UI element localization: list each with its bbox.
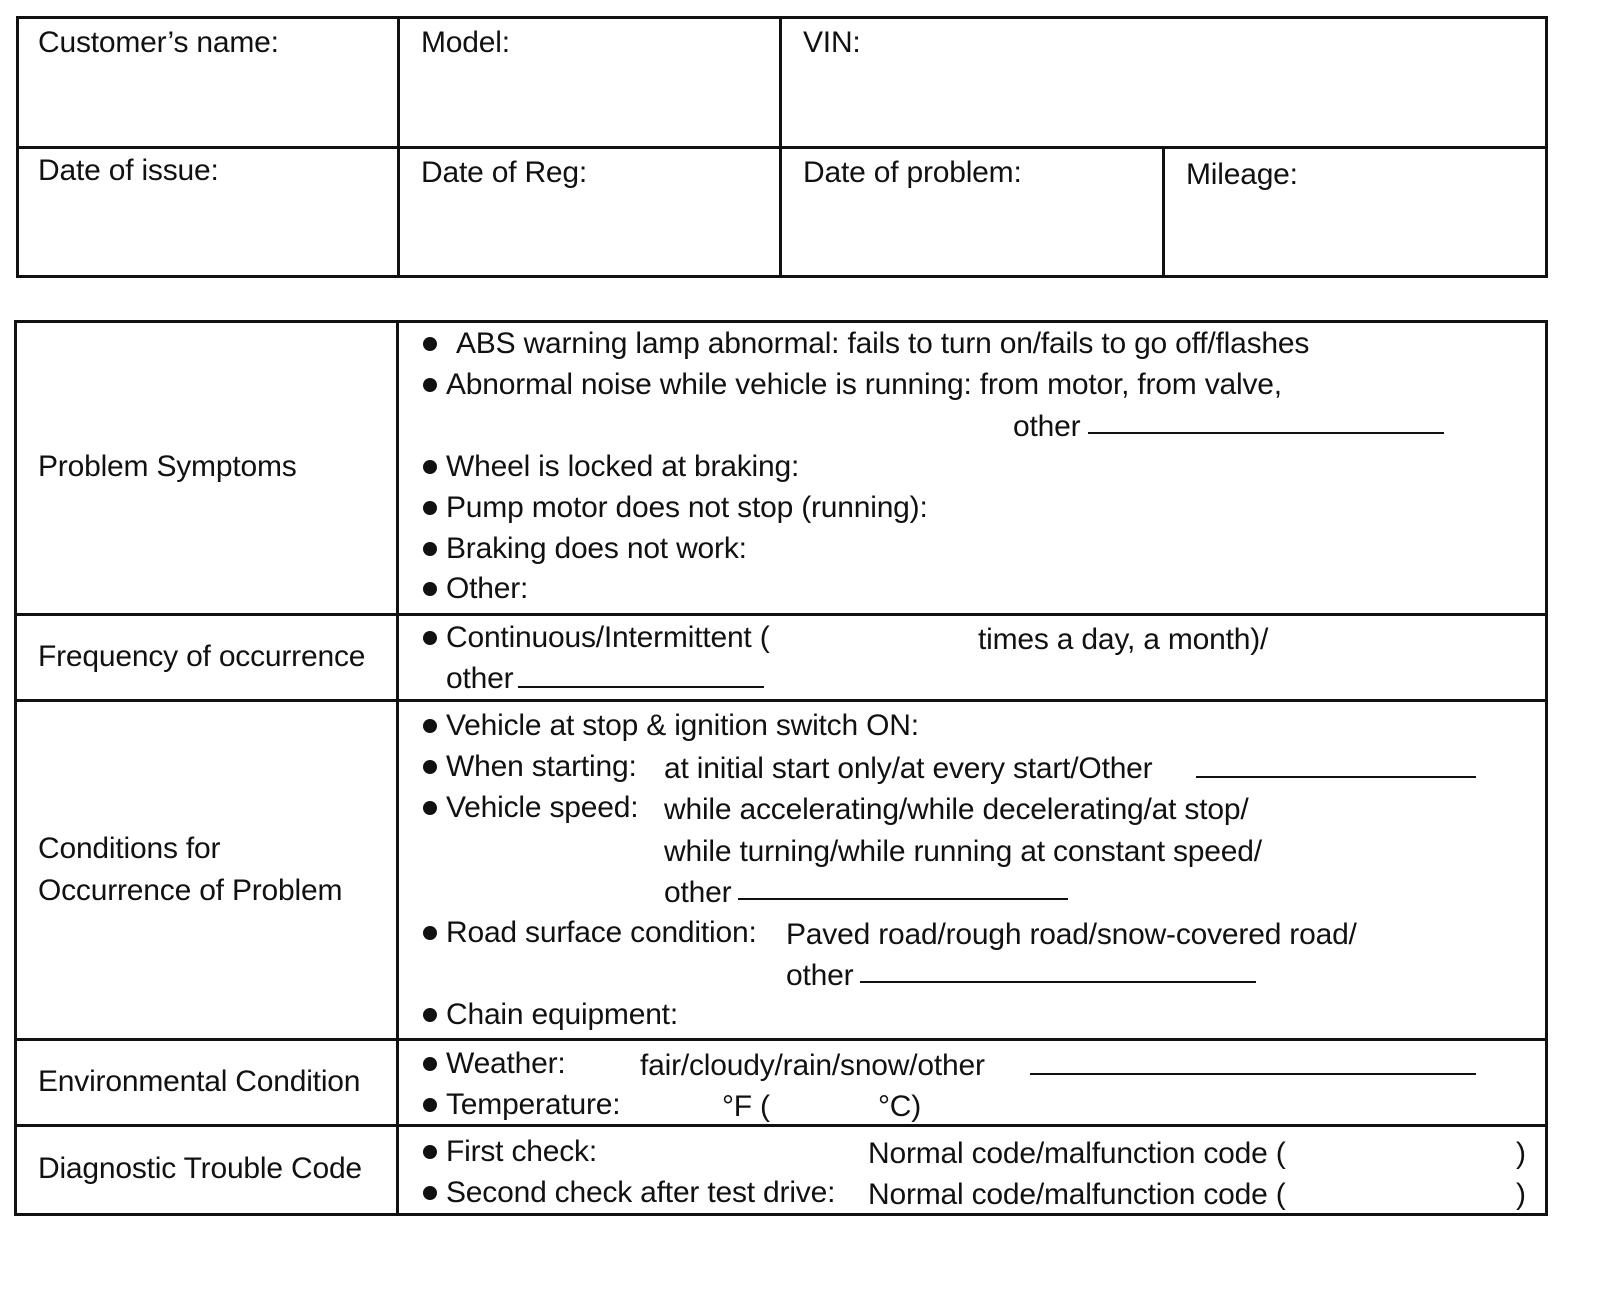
date-of-reg-label: Date of Reg: bbox=[421, 156, 588, 189]
bullet-icon bbox=[423, 926, 437, 940]
road-surface-other-field[interactable] bbox=[860, 957, 1256, 983]
second-check-label: Second check after test drive: bbox=[446, 1176, 836, 1209]
bullet-icon bbox=[423, 1145, 437, 1159]
wheel-locked-item: Wheel is locked at braking: bbox=[446, 450, 800, 483]
date-of-issue-field[interactable] bbox=[19, 149, 397, 275]
bullet-icon bbox=[423, 1186, 437, 1200]
conditions-label-line-1: Conditions for bbox=[38, 832, 221, 865]
first-check-label: First check: bbox=[446, 1135, 597, 1168]
customer-name-field[interactable] bbox=[19, 19, 397, 146]
frequency-label: Frequency of occurrence bbox=[38, 640, 366, 673]
frequency-continuous-item: Continuous/Intermittent ( bbox=[446, 621, 770, 654]
weather-options: fair/cloudy/rain/snow/other bbox=[640, 1049, 985, 1082]
vehicle-speed-label: Vehicle speed: bbox=[446, 791, 639, 824]
date-of-problem-label: Date of problem: bbox=[803, 156, 1022, 189]
row-divider-4 bbox=[14, 1124, 1548, 1127]
bullet-icon bbox=[423, 631, 437, 645]
row-divider-3 bbox=[14, 1038, 1548, 1041]
braking-not-work-item: Braking does not work: bbox=[446, 532, 747, 565]
problem-symptoms-label: Problem Symptoms bbox=[38, 450, 297, 483]
environmental-condition-label: Environmental Condition bbox=[38, 1065, 361, 1098]
bullet-icon bbox=[423, 542, 437, 556]
bullet-icon bbox=[423, 582, 437, 596]
when-starting-other-field[interactable] bbox=[1196, 752, 1476, 778]
bullet-icon bbox=[423, 1098, 437, 1112]
customer-name-label: Customer’s name: bbox=[38, 26, 279, 59]
row-divider-1 bbox=[14, 613, 1548, 616]
when-starting-label: When starting: bbox=[446, 750, 637, 783]
weather-other-field[interactable] bbox=[1030, 1049, 1476, 1075]
bullet-icon bbox=[423, 760, 437, 774]
road-surface-other-label: other bbox=[786, 959, 854, 992]
second-check-close-paren: ) bbox=[1516, 1178, 1526, 1211]
vin-label: VIN: bbox=[803, 26, 861, 59]
vehicle-speed-options-2: while turning/while running at constant speed/ bbox=[664, 835, 1262, 868]
chain-equipment-item: Chain equipment: bbox=[446, 998, 678, 1031]
weather-label: Weather: bbox=[446, 1047, 566, 1080]
noise-other-label: other bbox=[1013, 410, 1081, 443]
first-check-code-field[interactable] bbox=[1320, 1135, 1510, 1169]
temperature-c-unit: °C) bbox=[878, 1090, 922, 1123]
bullet-icon bbox=[423, 1057, 437, 1071]
vehicle-speed-options-1: while accelerating/while decelerating/at stop/ bbox=[664, 793, 1249, 826]
road-surface-options: Paved road/rough road/snow-covered road/ bbox=[786, 918, 1357, 951]
model-field[interactable] bbox=[400, 19, 779, 146]
conditions-label-line-2: Occurrence of Problem bbox=[38, 874, 343, 907]
when-starting-options: at initial start only/at every start/Other bbox=[664, 752, 1153, 785]
vin-field[interactable] bbox=[782, 19, 1545, 146]
frequency-times-text: times a day, a month)/ bbox=[978, 623, 1269, 656]
frequency-times-field[interactable] bbox=[800, 621, 970, 655]
mileage-field[interactable] bbox=[1165, 149, 1545, 275]
bullet-icon bbox=[423, 460, 437, 474]
vehicle-at-stop-item: Vehicle at stop & ignition switch ON: bbox=[446, 709, 919, 742]
label-col-divider bbox=[396, 320, 399, 1216]
second-check-code-field[interactable] bbox=[1320, 1176, 1510, 1210]
temperature-f-unit: °F ( bbox=[722, 1090, 770, 1123]
second-check-code-text: Normal code/malfunction code ( bbox=[868, 1178, 1286, 1211]
symptom-other-item: Other: bbox=[446, 572, 529, 605]
date-of-reg-field[interactable] bbox=[400, 149, 779, 275]
bullet-icon bbox=[423, 1008, 437, 1022]
frequency-other-label: other bbox=[446, 662, 514, 695]
first-check-code-text: Normal code/malfunction code ( bbox=[868, 1137, 1286, 1170]
mileage-label: Mileage: bbox=[1186, 158, 1298, 191]
date-of-issue-label: Date of issue: bbox=[38, 154, 219, 187]
bullet-icon bbox=[423, 801, 437, 815]
noise-other-field[interactable] bbox=[1088, 408, 1444, 434]
bullet-icon bbox=[423, 501, 437, 515]
bullet-icon bbox=[423, 337, 437, 351]
frequency-other-field[interactable] bbox=[518, 662, 764, 688]
first-check-close-paren: ) bbox=[1516, 1137, 1526, 1170]
row-divider-2 bbox=[14, 699, 1548, 702]
temperature-c-field[interactable] bbox=[790, 1088, 876, 1122]
vehicle-speed-other-label: other bbox=[664, 876, 732, 909]
abs-warning-lamp-item: ABS warning lamp abnormal: fails to turn on/fails to go off/flashes bbox=[456, 327, 1310, 360]
temperature-f-field[interactable] bbox=[640, 1088, 718, 1122]
road-surface-label: Road surface condition: bbox=[446, 916, 757, 949]
model-label: Model: bbox=[421, 26, 510, 59]
abnormal-noise-item: Abnormal noise while vehicle is running: from motor, from valve, bbox=[446, 368, 1282, 401]
bullet-icon bbox=[423, 719, 437, 733]
bullet-icon bbox=[423, 378, 437, 392]
temperature-label: Temperature: bbox=[446, 1088, 621, 1121]
vehicle-speed-other-field[interactable] bbox=[738, 874, 1068, 900]
date-of-problem-field[interactable] bbox=[782, 149, 1162, 275]
pump-motor-item: Pump motor does not stop (running): bbox=[446, 491, 928, 524]
dtc-label: Diagnostic Trouble Code bbox=[38, 1152, 362, 1185]
